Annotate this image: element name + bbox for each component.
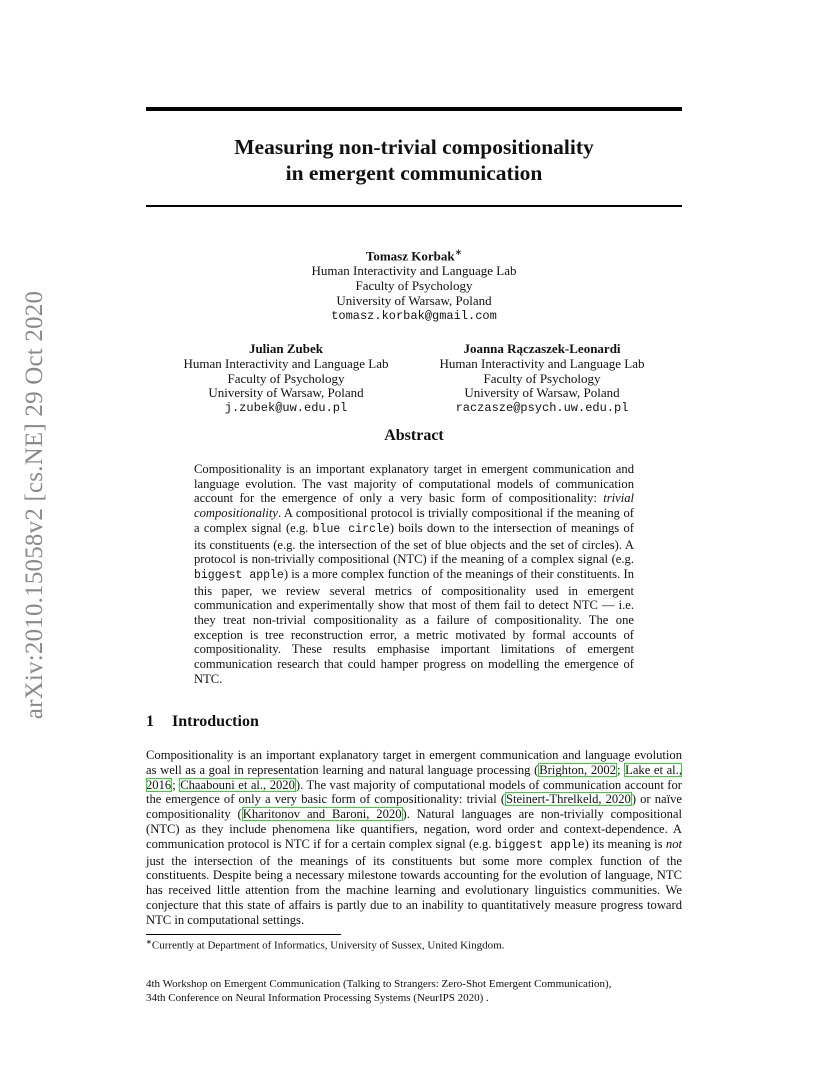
author-affiliation-lab: Human Interactivity and Language Lab [311, 263, 517, 279]
author-affiliation-university: University of Warsaw, Poland [208, 385, 364, 401]
footnote-text: Currently at Department of Informatics, University of Sussex, United Kingdom. [151, 939, 505, 952]
abstract-text: ) is a more complex function of the meanings of their constituents. In this paper, we review several metrics of compositionality used in emergent communication and experimentally show that most of them fail to detect NTC — i.e. they treat non-trivial compositionality as a failure of compositionality. The one exception is tree reconstruction error, a metric motivated by formal accounts of compositionality. These results emphasise important limitations of emergent communication research that could hamper progress on modelling the emergence of NTC. [194, 566, 634, 686]
author-block-raczaszek [422, 342, 662, 416]
author-name: Julian Zubek [248, 341, 324, 356]
section-number: 1 [146, 713, 154, 730]
abstract-text: . A compositional protocol is trivially compositional if the meaning of a complex signal (e.g. [194, 506, 634, 535]
author-affiliation-university: University of Warsaw, Poland [464, 385, 620, 401]
abstract-emphasis: trivial compositionality [194, 491, 634, 521]
venue-note [146, 978, 706, 1005]
author-affiliation-faculty: Faculty of Psychology [227, 370, 345, 386]
arxiv-sidebar [20, 290, 50, 720]
venue-line-1: 4th Workshop on Emergent Communication (Talking to Strangers: Zero-Shot Emergent Communication), [146, 978, 612, 990]
footnote-rule [146, 934, 341, 935]
intro-text: just the intersection of the meanings of its constituents but some more complex function of the constituents. Despite being a necessary milestone towards accounting for the evolution of language, NTC has received little attention from the machine learning and evolutionary linguistics communities. We conjecture that this state of affairs is partly due to an inability to quantitatively measure progress toward NTC in computational settings. [146, 853, 682, 927]
intro-code: biggest apple [494, 838, 585, 852]
intro-text: ). The vast majority of computational models of communication account for the emergence of only a very basic form of compositionality: trivial ( [146, 777, 682, 807]
abstract-heading: Abstract [384, 427, 444, 444]
footnote [146, 936, 682, 953]
section-heading [146, 713, 259, 731]
abstract-code: biggest apple [194, 568, 284, 582]
section-title: Introduction [172, 713, 259, 730]
venue-line-2: 34th Conference on Neural Information Processing Systems (NeurIPS 2020) . [146, 991, 489, 1004]
author-footnote-mark: ∗ [454, 247, 463, 257]
author-affiliation-faculty: Faculty of Psychology [355, 277, 473, 293]
author-email[interactable]: raczasze@psych.uw.edu.pl [455, 401, 629, 416]
citation-link[interactable]: Chaabouni et al., 2020 [180, 777, 295, 792]
intro-text: ; [617, 762, 625, 777]
abstract-text: Compositionality is an important explanatory target in emergent communication and language evolution. The vast majority of computational models of communication account for the emergence of only a very basic form of compositionality: [194, 462, 634, 506]
paper-title [146, 134, 682, 186]
citation-link[interactable]: Steinert-Threlkeld, 2020 [506, 792, 631, 807]
title-bottom-rule [146, 205, 682, 207]
intro-text: ) or naïve compositionality ( [146, 792, 683, 822]
citation-link[interactable]: Kharitonov and Baroni, 2020 [242, 807, 402, 822]
arxiv-identifier: arXiv:2010.15058v2 [cs.NE] 29 Oct 2020 [21, 290, 48, 720]
author-affiliation-faculty: Faculty of Psychology [483, 370, 601, 386]
author-affiliation-university: University of Warsaw, Poland [336, 292, 492, 308]
citation-link[interactable]: Lake et al., 2016 [146, 762, 682, 792]
author-name: Tomasz Korbak [365, 248, 455, 264]
title-line-1: Measuring non-trivial compositionality [234, 135, 594, 159]
abstract-code: blue circle [312, 522, 390, 536]
abstract-body [194, 462, 634, 687]
intro-text: ) its meaning is [584, 836, 666, 851]
author-block-zubek [166, 342, 406, 416]
intro-text: ; [172, 777, 180, 792]
author-affiliation-lab: Human Interactivity and Language Lab [183, 355, 389, 371]
author-email[interactable]: j.zubek@uw.edu.pl [224, 401, 348, 416]
citation-link[interactable]: Brighton, 2002 [539, 762, 617, 777]
title-top-rule [146, 107, 682, 111]
intro-emphasis: not [665, 836, 683, 851]
author-name: Joanna Rączaszek-Leonardi [463, 341, 621, 356]
intro-text: Compositionality is an important explanatory target in emergent communication and language evolution as well as a goal in representation learning and natural language processing ( [146, 748, 682, 777]
author-email[interactable]: tomasz.korbak@gmail.com [331, 308, 497, 323]
intro-text: ). Natural languages are non-trivially compositional (NTC) as they include phenomena like quantifiers, negation, word order and context-dependence. A communication protocol is NTC if for a certain complex signal (e.g. [146, 807, 683, 851]
author-block-korbak [214, 245, 614, 323]
abstract-text: ) boils down to the intersection of meanings of its constituents (e.g. the intersection of the set of blue objects and the set of circles). A protocol is non-trivially compositional (NTC) if the meaning of a complex signal (e.g. [194, 520, 634, 567]
introduction-paragraph [146, 748, 682, 928]
title-line-2: in emergent communication [285, 161, 543, 185]
author-affiliation-lab: Human Interactivity and Language Lab [439, 355, 645, 371]
footnote-mark: ∗ [146, 938, 152, 946]
